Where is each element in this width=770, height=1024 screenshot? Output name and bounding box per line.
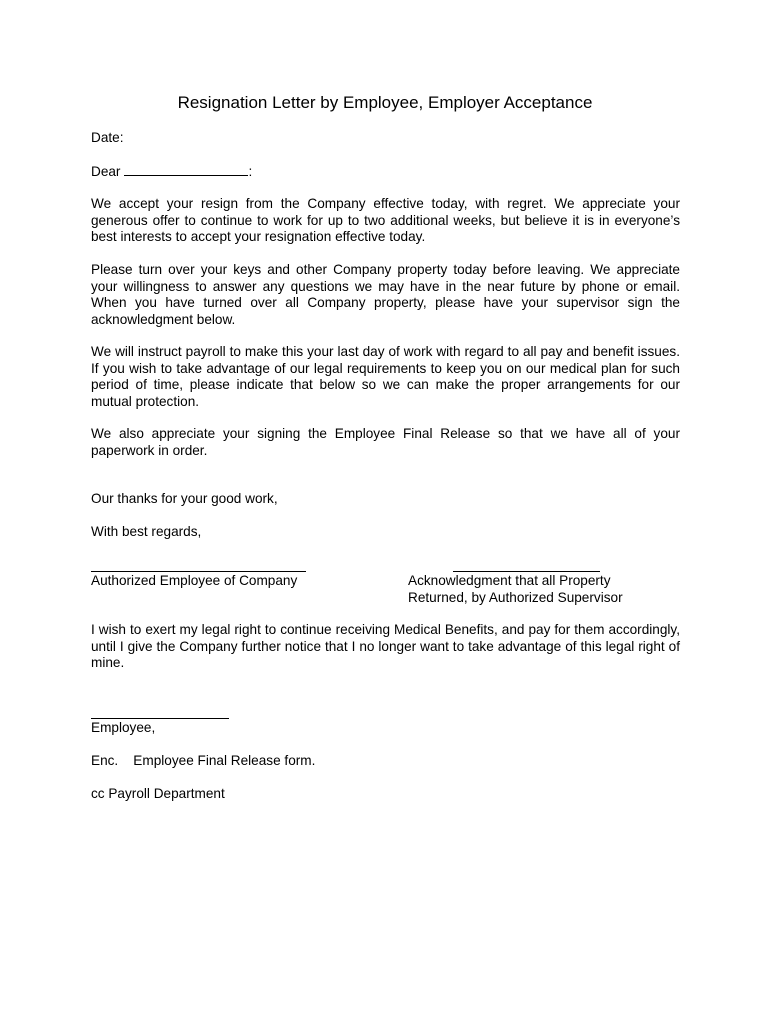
signature-right-label-line1: Acknowledgment that all Property	[408, 573, 611, 588]
company-signature-line	[91, 571, 306, 572]
signature-left-label: Authorized Employee of Company	[91, 573, 298, 588]
closing-regards: With best regards,	[91, 524, 202, 539]
signature-right-label-line2: Returned, by Authorized Supervisor	[408, 590, 623, 605]
salutation-line	[91, 163, 252, 181]
employee-label: Employee,	[91, 720, 156, 735]
paragraph-payroll: We will instruct payroll to make this your last day of work with regard to all pay and benefit issues. If you wish to take advantage of our legal requirements to keep you on our medical plan for such period of time, please indicate that below so we can make the proper arrangements for our mutual protection.	[91, 344, 680, 409]
date-label: Date:	[91, 130, 124, 145]
paragraph-acceptance: We accept your resign from the Company effective today, with regret. We appreciate your generous offer to continue to work for up to two additional weeks, but believe it is in everyone’s best interests to accept your resignation effective today.	[91, 196, 680, 244]
paragraph-final-release: We also appreciate your signing the Employee Final Release so that we have all of your paperwork in order.	[91, 426, 680, 458]
supervisor-signature-line	[453, 571, 600, 572]
employee-signature-line	[91, 718, 229, 719]
cc-note: cc Payroll Department	[91, 786, 225, 801]
document-title: Resignation Letter by Employee, Employer Acceptance	[177, 93, 593, 112]
recipient-name-blank	[124, 163, 248, 176]
salutation-text: Dear	[91, 164, 121, 179]
paragraph-return-property: Please turn over your keys and other Company property today before leaving. We appreciate your willingness to answer any questions we may have in the near future by phone or email. When you have turned over all Company property, please have your supervisor sign the acknowledgment below.	[91, 262, 680, 327]
closing-thanks: Our thanks for your good work,	[91, 491, 278, 506]
enclosure-note: Enc. Employee Final Release form.	[91, 753, 316, 768]
salutation-colon: :	[248, 164, 253, 179]
paragraph-medical-benefits: I wish to exert my legal right to continue receiving Medical Benefits, and pay for them accordingly, until I give the Company further notice that I no longer want to take advantage of this legal right of mine.	[91, 622, 680, 670]
